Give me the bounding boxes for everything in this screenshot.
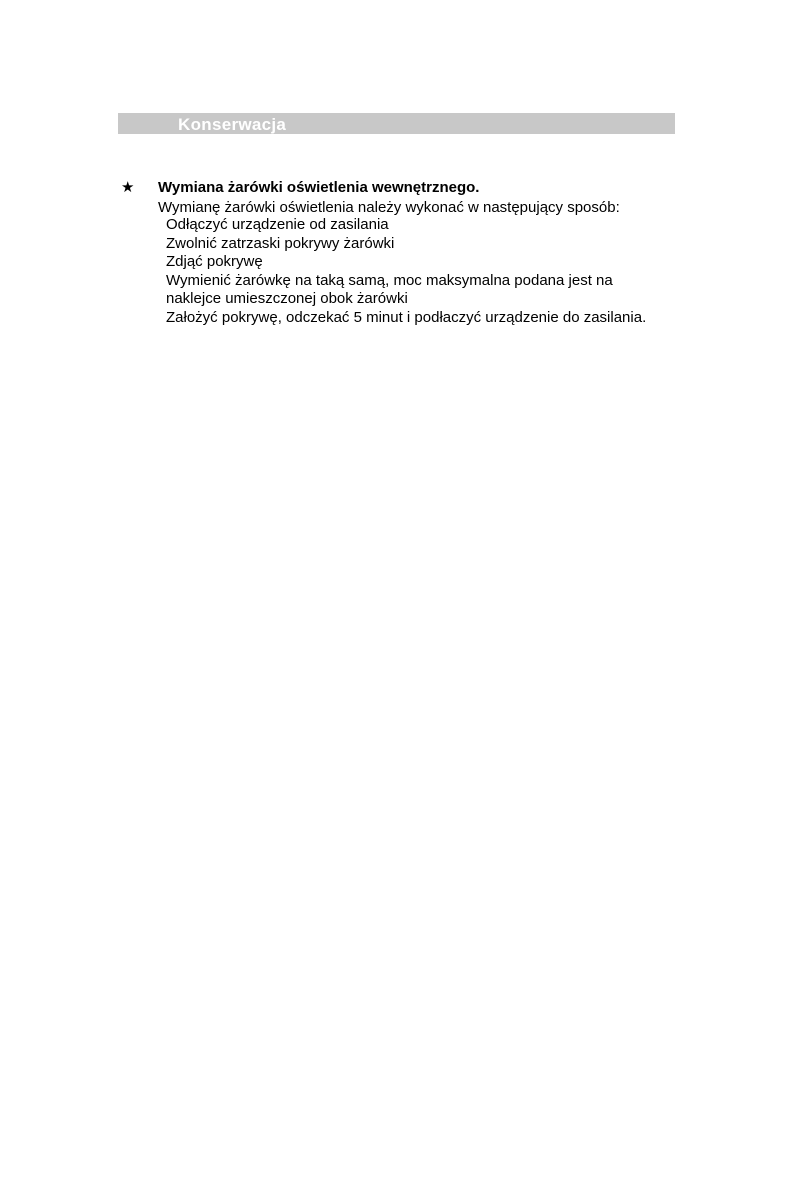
star-bullet-icon: ★ — [121, 179, 135, 196]
item-heading: Wymiana żarówki oświetlenia wewnętrznego. — [158, 179, 480, 196]
item-intro: Wymianę żarówki oświetlenia należy wykonać w następujący sposób: — [158, 199, 620, 216]
section-title: Konserwacja — [178, 115, 287, 134]
step-item: Założyć pokrywę, odczekać 5 minut i podłaczyć urządzenie do zasilania. — [166, 308, 647, 326]
step-item: Odłączyć urządzenie od zasilania — [166, 216, 389, 233]
section-header-bar — [118, 113, 675, 134]
step-item: Wymienić żarówkę na taką samą, moc maksymalna podana jest na naklejce umieszczonej obok żarówki — [166, 271, 613, 307]
step-item: Zwolnić zatrzaski pokrywy żarówki — [166, 234, 395, 252]
step-item: Zdjąć pokrywę — [166, 253, 263, 270]
steps-list — [166, 216, 666, 327]
